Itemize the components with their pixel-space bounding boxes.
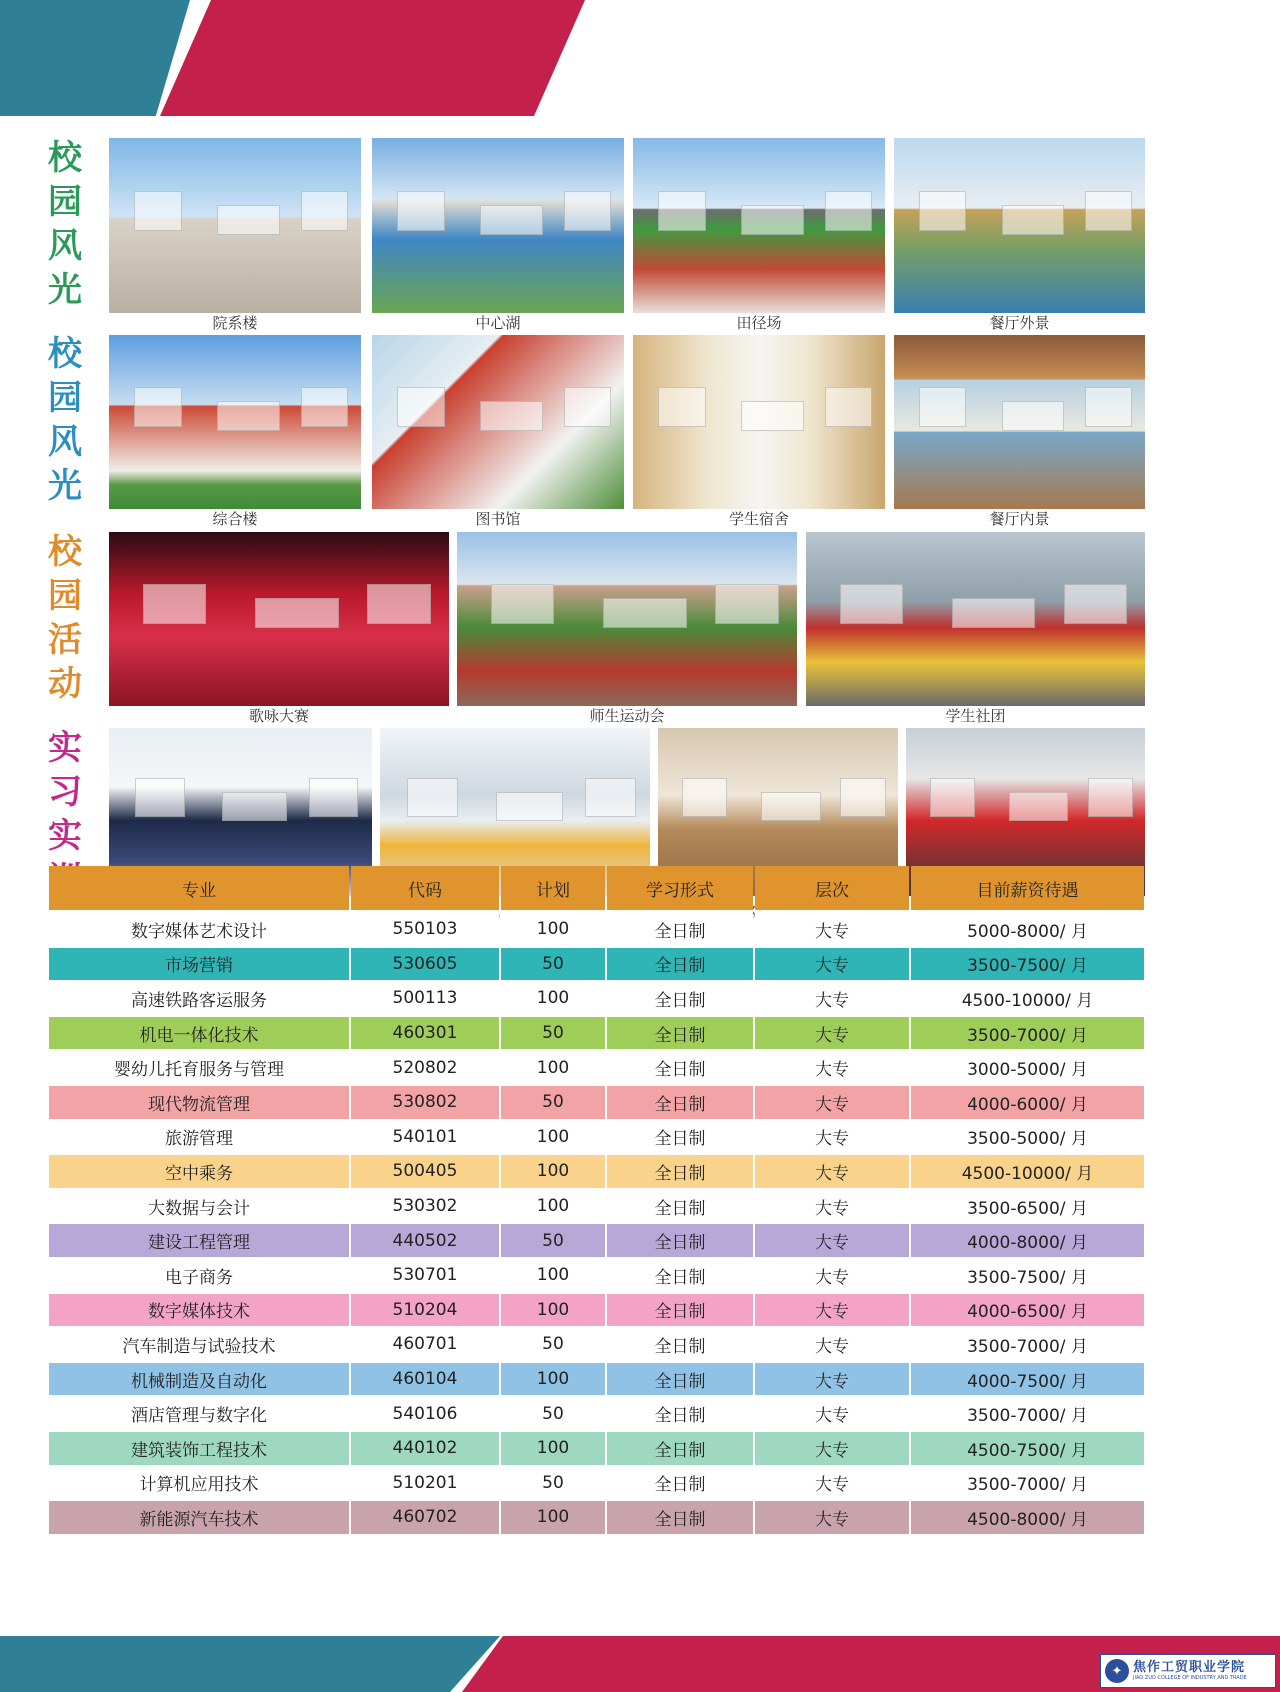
photo-detail <box>301 387 348 427</box>
photo-tile <box>457 532 797 706</box>
cell-form: 全日制 <box>607 1363 753 1398</box>
photo-detail <box>930 778 975 817</box>
cell-code: 550103 <box>351 913 499 948</box>
cell-salary: 3500-5000/ 月 <box>911 1121 1144 1156</box>
cell-level: 大专 <box>755 1363 909 1398</box>
cell-major: 新能源汽车技术 <box>49 1501 349 1536</box>
photo-detail <box>825 191 872 232</box>
photo-caption: 餐厅外景 <box>989 314 1050 332</box>
cell-level: 大专 <box>755 1190 909 1225</box>
photo-detail <box>480 401 542 431</box>
cell-level: 大专 <box>755 913 909 948</box>
cell-plan: 100 <box>501 1155 605 1190</box>
cell-plan: 100 <box>501 1259 605 1294</box>
cell-salary: 4000-6000/ 月 <box>911 1086 1144 1121</box>
photo-detail <box>1085 387 1132 427</box>
table-header-row <box>49 866 1144 913</box>
cell-salary: 4000-8000/ 月 <box>911 1224 1144 1259</box>
cell-salary: 4000-6500/ 月 <box>911 1294 1144 1329</box>
photo-detail <box>480 205 542 235</box>
photo-detail <box>840 778 885 817</box>
cell-plan: 100 <box>501 1190 605 1225</box>
photo-detail <box>658 387 705 427</box>
cell-plan: 100 <box>501 982 605 1017</box>
cell-salary: 3500-7000/ 月 <box>911 1017 1144 1052</box>
photo-detail <box>309 778 358 817</box>
table-row <box>49 948 1144 983</box>
table-row <box>49 1432 1144 1467</box>
photo-detail <box>217 401 279 431</box>
photo-tile <box>633 335 885 509</box>
photo-tile <box>109 335 361 509</box>
cell-plan: 50 <box>501 1397 605 1432</box>
photo-tile <box>894 138 1145 313</box>
photo-detail <box>825 387 872 427</box>
majors-table-body <box>49 913 1144 1536</box>
photo-detail <box>407 778 458 817</box>
cell-major: 电子商务 <box>49 1259 349 1294</box>
cell-plan: 100 <box>501 1501 605 1536</box>
cell-code: 510204 <box>351 1294 499 1329</box>
cell-code: 530701 <box>351 1259 499 1294</box>
photo-caption: 田径场 <box>736 314 782 332</box>
cell-major: 高速铁路客运服务 <box>49 982 349 1017</box>
cell-plan: 100 <box>501 1363 605 1398</box>
photo-detail <box>135 778 184 817</box>
photo-tile <box>894 335 1145 509</box>
cell-salary: 3500-7000/ 月 <box>911 1328 1144 1363</box>
photo-caption: 学生宿舍 <box>728 510 789 528</box>
photo-caption: 综合楼 <box>212 510 258 528</box>
photo-detail <box>741 401 803 431</box>
photo-detail <box>682 778 727 817</box>
cell-form: 全日制 <box>607 1432 753 1467</box>
college-emblem-icon: ✦ <box>1105 1659 1129 1683</box>
cell-form: 全日制 <box>607 1397 753 1432</box>
cell-code: 460301 <box>351 1017 499 1052</box>
photo-detail <box>952 598 1035 628</box>
photo-detail <box>919 387 966 427</box>
table-row <box>49 1190 1144 1225</box>
photo-tile <box>806 532 1145 706</box>
cell-level: 大专 <box>755 1501 909 1536</box>
photo-tile <box>109 138 361 313</box>
cell-form: 全日制 <box>607 1155 753 1190</box>
cell-plan: 50 <box>501 1017 605 1052</box>
table-row <box>49 1363 1144 1398</box>
cell-form: 全日制 <box>607 1121 753 1156</box>
photo-detail <box>1002 205 1064 235</box>
cell-form: 全日制 <box>607 1501 753 1536</box>
cell-level: 大专 <box>755 1086 909 1121</box>
cell-code: 460702 <box>351 1501 499 1536</box>
table-row <box>49 982 1144 1017</box>
photo-detail <box>1085 191 1132 232</box>
cell-code: 440502 <box>351 1224 499 1259</box>
cell-level: 大专 <box>755 1121 909 1156</box>
cell-plan: 50 <box>501 948 605 983</box>
photo-detail <box>1009 792 1068 821</box>
cell-salary: 3500-7000/ 月 <box>911 1467 1144 1502</box>
photo-detail <box>143 584 206 624</box>
side-title-campus-scenery-1: 校园风光 <box>48 138 82 310</box>
photo-detail <box>397 191 444 232</box>
table-row <box>49 1086 1144 1121</box>
cell-code: 530605 <box>351 948 499 983</box>
cell-code: 440102 <box>351 1432 499 1467</box>
cell-level: 大专 <box>755 1017 909 1052</box>
photo-caption: 中心湖 <box>475 314 521 332</box>
header-salary: 目前薪资待遇 <box>911 866 1144 913</box>
cell-code: 540101 <box>351 1121 499 1156</box>
photo-detail <box>134 387 181 427</box>
side-title-campus-scenery-2: 校园风光 <box>48 334 82 506</box>
cell-code: 460701 <box>351 1328 499 1363</box>
header-code: 代码 <box>351 866 499 913</box>
cell-level: 大专 <box>755 982 909 1017</box>
cell-major: 建设工程管理 <box>49 1224 349 1259</box>
cell-plan: 100 <box>501 1294 605 1329</box>
cell-major: 计算机应用技术 <box>49 1467 349 1502</box>
cell-major: 市场营销 <box>49 948 349 983</box>
table-row <box>49 1259 1144 1294</box>
logo-text <box>1133 1661 1247 1681</box>
cell-form: 全日制 <box>607 1259 753 1294</box>
cell-form: 全日制 <box>607 913 753 948</box>
table-row <box>49 1467 1144 1502</box>
photo-caption: 图书馆 <box>475 510 521 528</box>
cell-plan: 100 <box>501 1121 605 1156</box>
photo-caption: 歌咏大赛 <box>248 707 309 725</box>
photo-detail <box>367 584 430 624</box>
side-title-campus-activities: 校园活动 <box>48 532 82 704</box>
cell-form: 全日制 <box>607 1467 753 1502</box>
cell-form: 全日制 <box>607 1224 753 1259</box>
photo-detail <box>397 387 444 427</box>
photo-detail <box>255 598 339 628</box>
cell-major: 数字媒体技术 <box>49 1294 349 1329</box>
top-teal-band <box>0 0 190 116</box>
photo-tile <box>109 532 449 706</box>
cell-plan: 100 <box>501 913 605 948</box>
photo-detail <box>1064 584 1127 624</box>
cell-salary: 4500-10000/ 月 <box>911 1155 1144 1190</box>
cell-level: 大专 <box>755 1259 909 1294</box>
table-row <box>49 913 1144 948</box>
cell-level: 大专 <box>755 1467 909 1502</box>
photo-detail <box>301 191 348 232</box>
cell-major: 数字媒体艺术设计 <box>49 913 349 948</box>
side-title-practical-training: 实习实 <box>48 728 82 856</box>
photo-detail <box>919 191 966 232</box>
logo-chinese-name: 焦作工贸职业学院 <box>1133 1660 1246 1675</box>
cell-plan: 50 <box>501 1467 605 1502</box>
cell-salary: 5000-8000/ 月 <box>911 913 1144 948</box>
cell-form: 全日制 <box>607 1017 753 1052</box>
cell-level: 大专 <box>755 948 909 983</box>
photo-detail <box>840 584 903 624</box>
cell-form: 全日制 <box>607 1051 753 1086</box>
cell-code: 510201 <box>351 1467 499 1502</box>
photo-detail <box>741 205 803 235</box>
header-form: 学习形式 <box>607 866 753 913</box>
cell-major: 汽车制造与试验技术 <box>49 1328 349 1363</box>
table-row <box>49 1017 1144 1052</box>
cell-form: 全日制 <box>607 1294 753 1329</box>
photo-caption: 师生运动会 <box>589 707 665 725</box>
cell-salary: 3500-7000/ 月 <box>911 1397 1144 1432</box>
cell-plan: 50 <box>501 1086 605 1121</box>
cell-level: 大专 <box>755 1328 909 1363</box>
cell-form: 全日制 <box>607 1086 753 1121</box>
cell-code: 540106 <box>351 1397 499 1432</box>
cell-major: 现代物流管理 <box>49 1086 349 1121</box>
cell-salary: 4500-10000/ 月 <box>911 982 1144 1017</box>
cell-level: 大专 <box>755 1294 909 1329</box>
cell-form: 全日制 <box>607 982 753 1017</box>
college-logo <box>1100 1654 1276 1688</box>
cell-code: 460104 <box>351 1363 499 1398</box>
cell-salary: 3000-5000/ 月 <box>911 1051 1144 1086</box>
cell-major: 机电一体化技术 <box>49 1017 349 1052</box>
cell-salary: 3500-7500/ 月 <box>911 948 1144 983</box>
photo-tile <box>633 138 885 313</box>
photo-detail <box>585 778 636 817</box>
photo-caption: 院系楼 <box>212 314 258 332</box>
cell-code: 530302 <box>351 1190 499 1225</box>
cell-level: 大专 <box>755 1051 909 1086</box>
table-row <box>49 1328 1144 1363</box>
majors-table <box>47 866 1146 1536</box>
table-row <box>49 1501 1144 1536</box>
cell-code: 500113 <box>351 982 499 1017</box>
photo-detail <box>496 792 563 821</box>
photo-detail <box>761 792 821 821</box>
cell-code: 520802 <box>351 1051 499 1086</box>
top-red-band <box>160 0 585 116</box>
cell-major: 旅游管理 <box>49 1121 349 1156</box>
photo-tile <box>372 335 624 509</box>
cell-plan: 100 <box>501 1051 605 1086</box>
cell-level: 大专 <box>755 1224 909 1259</box>
cell-salary: 4500-8000/ 月 <box>911 1501 1144 1536</box>
cell-salary: 4500-7500/ 月 <box>911 1432 1144 1467</box>
cell-major: 空中乘务 <box>49 1155 349 1190</box>
cell-form: 全日制 <box>607 948 753 983</box>
photo-detail <box>222 792 287 821</box>
cell-major: 酒店管理与数字化 <box>49 1397 349 1432</box>
table-row <box>49 1294 1144 1329</box>
photo-caption: 餐厅内景 <box>989 510 1050 528</box>
photo-caption: 学生社团 <box>945 707 1006 725</box>
cell-code: 500405 <box>351 1155 499 1190</box>
photo-detail <box>134 191 181 232</box>
header-plan: 计划 <box>501 866 605 913</box>
cell-form: 全日制 <box>607 1328 753 1363</box>
photo-detail <box>491 584 554 624</box>
photo-detail <box>603 598 687 628</box>
cell-plan: 100 <box>501 1432 605 1467</box>
cell-major: 婴幼儿托育服务与管理 <box>49 1051 349 1086</box>
cell-salary: 4000-7500/ 月 <box>911 1363 1144 1398</box>
cell-salary: 3500-6500/ 月 <box>911 1190 1144 1225</box>
logo-english-name: JIAO ZUO COLLEGE OF INDUSTRY AND TRADE <box>1133 1675 1247 1681</box>
photo-detail <box>1002 401 1064 431</box>
cell-plan: 50 <box>501 1224 605 1259</box>
cell-salary: 3500-7500/ 月 <box>911 1259 1144 1294</box>
bottom-teal-band <box>0 1636 500 1692</box>
table-row <box>49 1224 1144 1259</box>
table-row <box>49 1397 1144 1432</box>
cell-major: 大数据与会计 <box>49 1190 349 1225</box>
cell-code: 530802 <box>351 1086 499 1121</box>
cell-major: 建筑装饰工程技术 <box>49 1432 349 1467</box>
photo-detail <box>658 191 705 232</box>
table-row <box>49 1121 1144 1156</box>
photo-detail <box>564 387 611 427</box>
cell-major: 机械制造及自动化 <box>49 1363 349 1398</box>
cell-level: 大专 <box>755 1155 909 1190</box>
photo-detail <box>715 584 778 624</box>
cell-plan: 50 <box>501 1328 605 1363</box>
photo-tile <box>372 138 624 313</box>
cell-form: 全日制 <box>607 1190 753 1225</box>
photo-detail <box>564 191 611 232</box>
photo-detail <box>217 205 279 235</box>
photo-detail <box>1088 778 1133 817</box>
table-row <box>49 1051 1144 1086</box>
cell-level: 大专 <box>755 1432 909 1467</box>
table-row <box>49 1155 1144 1190</box>
cell-level: 大专 <box>755 1397 909 1432</box>
header-level: 层次 <box>755 866 909 913</box>
header-major: 专业 <box>49 866 349 913</box>
